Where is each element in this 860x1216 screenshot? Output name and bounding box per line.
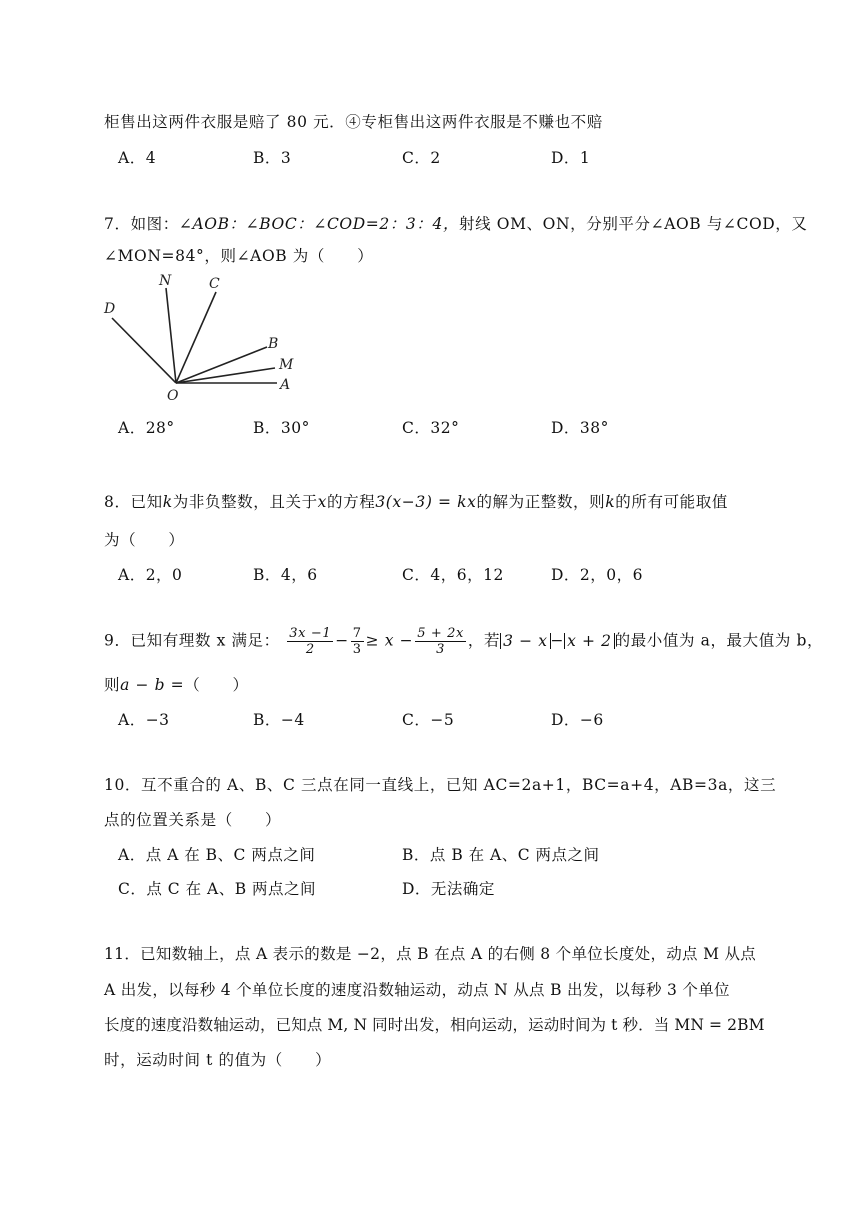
q9-fraction-2 (351, 626, 364, 657)
q11-line2: A 出发，以每秒 4 个单位长度的速度沿数轴运动，动点 N 从点 B 出发，以每秒 3 个单位 (104, 981, 730, 999)
q11-line4: 时，运动时间 t 的值为（ ） (104, 1051, 332, 1069)
q8-text-e: 的所有可能取值 (615, 493, 728, 511)
q9-expression: a − b = (120, 676, 185, 694)
q9-pre: 9．已知有理数 x 满足： (104, 631, 280, 650)
q7-pre: 如图： (130, 215, 179, 233)
q7-option-b[interactable]: B．30° (253, 419, 310, 437)
q9-option-d[interactable]: D．−6 (551, 711, 604, 729)
q9-line1 (104, 626, 823, 657)
q11-line3: 长度的速度沿数轴运动，已知点 M, N 同时出发，相向运动，运动时间为 t 秒．当 MN = 2BM (104, 1016, 765, 1034)
q9-abs-minus: − (550, 631, 565, 650)
q8-option-b[interactable]: B．4，6 (253, 566, 318, 584)
q7-line1 (104, 212, 808, 234)
q9-option-c[interactable]: C．−5 (402, 711, 455, 729)
label-c: C (209, 276, 220, 292)
label-d: D (104, 301, 116, 317)
q9-ge: ≥ x − (365, 631, 414, 650)
q10-line1: 10．互不重合的 A、B、C 三点在同一直线上，已知 AC=2a+1，BC=a+4，AB=3a，这三 (104, 776, 777, 794)
q9-minus: − (335, 631, 349, 650)
q8-text-b: 为非负整数，且关于 (172, 493, 318, 511)
q8-option-a[interactable]: A．2，0 (118, 566, 183, 584)
label-a: A (280, 377, 291, 393)
q7-number: 7． (104, 215, 131, 233)
ray-od (112, 318, 176, 383)
q9-post: 的最小值为 a，最大值为 b， (614, 631, 824, 650)
q8-text-c: 的方程 (327, 493, 376, 511)
q8-text-d: 的解为正整数，则 (476, 493, 606, 511)
q10-option-c[interactable]: C．点 C 在 A、B 两点之间 (118, 880, 317, 898)
q6-option-a[interactable]: A．4 (118, 149, 157, 167)
q9-line2-pre: 则 (104, 676, 121, 694)
q9-abs-1: 3 − x (500, 633, 550, 649)
angle-figure (100, 270, 310, 405)
q8-line1 (104, 490, 728, 512)
q7-option-c[interactable]: C．32° (402, 419, 460, 437)
q9-f2-den: 3 (352, 642, 362, 657)
label-o: O (167, 388, 179, 404)
q8-var-k2: k (605, 493, 616, 511)
q10-option-b[interactable]: B．点 B 在 A、C 两点之间 (402, 846, 600, 864)
q9-option-a[interactable]: A．−3 (118, 711, 170, 729)
q9-f3-den: 3 (436, 642, 445, 657)
ray-on (166, 288, 176, 383)
q9-f1-den: 2 (305, 642, 315, 657)
q10-line2: 点的位置关系是（ ） (104, 811, 282, 829)
q9-f3-num: 5 + 2x (417, 626, 464, 641)
q9-line2 (104, 673, 249, 695)
q6-option-c[interactable]: C．2 (402, 149, 441, 167)
q10-option-d[interactable]: D．无法确定 (402, 880, 495, 898)
q10-option-a[interactable]: A．点 A 在 B、C 两点之间 (118, 846, 316, 864)
q7-line2: ∠MON=84°，则∠AOB 为（ ） (104, 247, 374, 265)
label-n: N (159, 273, 172, 289)
q8-text-a: 8．已知 (104, 493, 163, 511)
q9-f1-num: 3x −1 (289, 626, 332, 641)
q7-ratio: ∠AOB：∠BOC：∠COD=2：3：4， (178, 215, 460, 233)
q9-mid: ，若 (467, 631, 501, 650)
q8-equation: 3(x−3) = kx (375, 493, 477, 511)
q6-option-d[interactable]: D．1 (551, 149, 591, 167)
q9-abs-2: x + 2 (564, 633, 614, 649)
q7-post: 射线 OM、ON，分别平分∠AOB 与∠COD，又 (459, 215, 808, 233)
label-m: M (279, 357, 294, 373)
q6-tail-text: 柜售出这两件衣服是赔了 80 元．④专柜售出这两件衣服是不赚也不赔 (104, 113, 603, 131)
q6-option-b[interactable]: B．3 (253, 149, 292, 167)
label-b: B (268, 336, 279, 352)
ray-om (176, 368, 275, 383)
q8-option-d[interactable]: D．2，0，6 (551, 566, 644, 584)
q9-option-b[interactable]: B．−4 (253, 711, 305, 729)
q7-option-a[interactable]: A．28° (118, 419, 175, 437)
q7-option-d[interactable]: D．38° (551, 419, 609, 437)
q8-option-c[interactable]: C．4，6，12 (402, 566, 504, 584)
q8-var-x: x (317, 493, 328, 511)
q11-line1: 11．已知数轴上，点 A 表示的数是 −2，点 B 在点 A 的右侧 8 个单位长度处，动点 M 从点 (104, 945, 757, 963)
q9-fraction-3 (415, 626, 466, 657)
q9-f2-num: 7 (352, 626, 362, 641)
q8-line2: 为（ ） (104, 531, 185, 549)
q8-var-k: k (162, 493, 173, 511)
q9-fraction-1 (287, 626, 333, 657)
q9-line2-post: （ ） (184, 676, 249, 694)
